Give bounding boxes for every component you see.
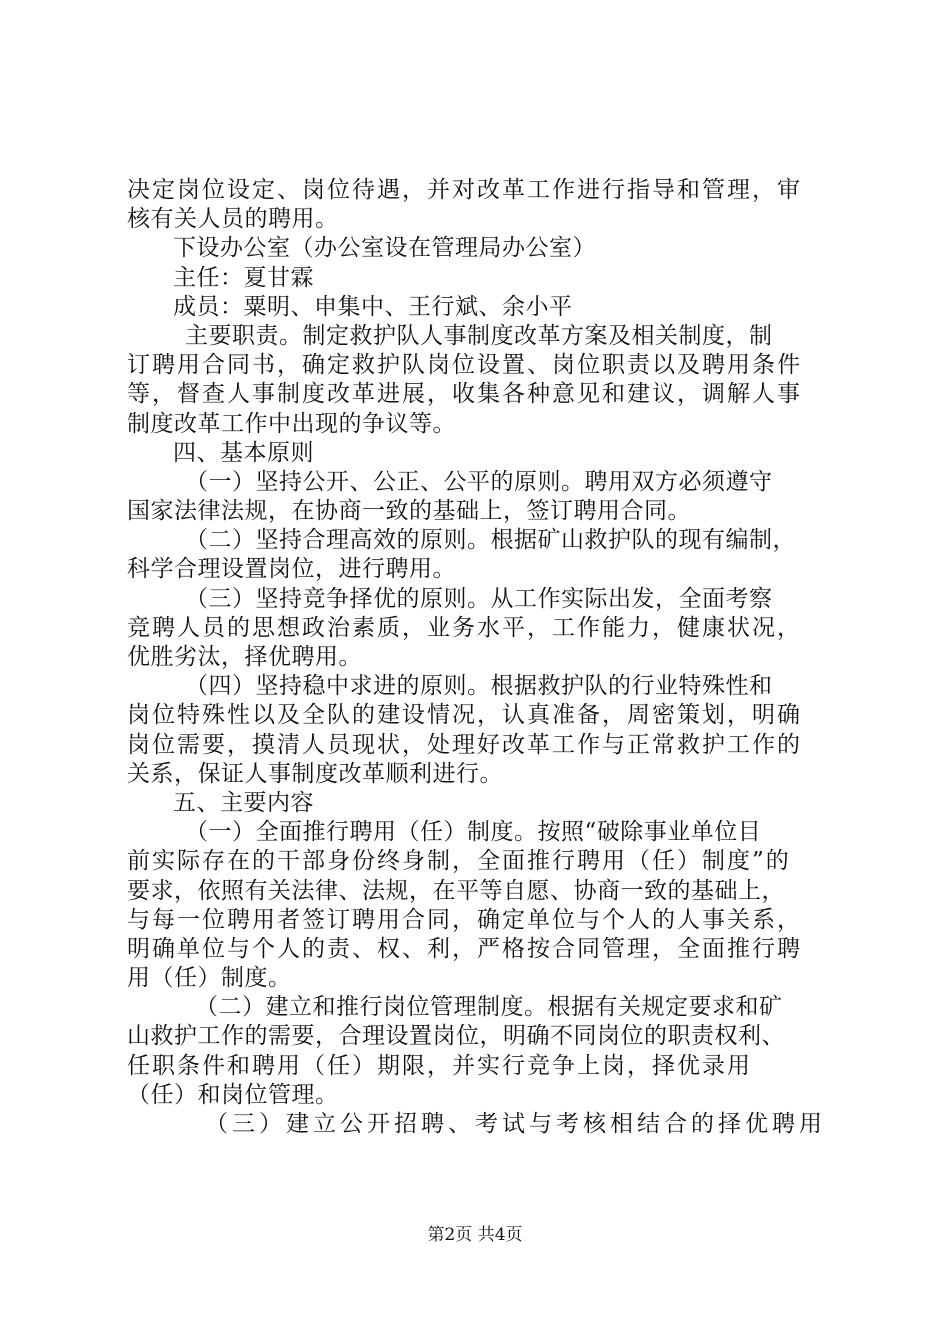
section-heading: 四、基本原则: [173, 439, 314, 466]
text-line: （三）坚持竞争择优的原则。从工作实际出发，全面考察: [185, 585, 773, 612]
page-number-footer: 第2页 共4页: [427, 1225, 523, 1245]
text-line: （任）和岗位管理。: [127, 1081, 339, 1108]
text-line: 任职条件和聘用（任）期限，并实行竞争上岗，择优录用: [127, 1052, 752, 1079]
text-line: 竞聘人员的思想政治素质，业务水平，工作能力，健康状况，: [127, 614, 802, 641]
text-line: 优胜劣汰，择优聘用。: [127, 644, 362, 670]
text-line: 核有关人员的聘用。: [127, 206, 339, 233]
text-line: 制度改革工作中出现的争议等。: [127, 410, 456, 437]
text-line: （一）全面推行聘用（任）制度。按照“破除事业单位目: [185, 819, 762, 846]
text-line: 岗位需要，摸清人员现状，处理好改革工作与正常救护工作的: [127, 731, 802, 758]
text-line: （二）坚持合理高效的原则。根据矿山救护队的现有编制，: [185, 527, 796, 554]
text-line: 关系，保证人事制度改革顺利进行。: [127, 760, 503, 787]
text-line: 科学合理设置岗位，进行聘用。: [127, 556, 456, 583]
text-line: 决定岗位设定、岗位待遇，并对改革工作进行指导和管理，审: [127, 177, 802, 203]
text-line: 与每一位聘用者签订聘用合同，确定单位与个人的人事关系，: [127, 906, 802, 933]
text-line: 前实际存在的干部身份终身制，全面推行聘用（任）制度”的: [127, 848, 791, 875]
section-heading: 五、主要内容: [173, 789, 314, 816]
text-line: （二）建立和推行岗位管理制度。根据有关规定要求和矿: [195, 994, 783, 1021]
text-line: 主任：夏甘霖: [173, 264, 314, 291]
text-line: 国家法律法规，在协商一致的基础上，签订聘用合同。: [127, 498, 691, 525]
text-line: 用（任）制度。: [127, 965, 292, 992]
text-line: 主要职责。制定救护队人事制度改革方案及相关制度，制: [185, 322, 773, 349]
text-line: （三）建立公开招聘、考试与考核相结合的择优聘用: [205, 1111, 826, 1137]
text-line: （一）坚持公开、公正、公平的原则。聘用双方必须遵守: [185, 468, 773, 495]
text-line: 订聘用合同书，确定救护队岗位设置、岗位职责以及聘用条件: [127, 352, 802, 379]
text-line: 等，督查人事制度改革进展，收集各种意见和建议，调解人事: [127, 381, 802, 408]
text-line: 要求，依照有关法律、法规，在平等自愿、协商一致的基础上，: [127, 877, 785, 904]
text-line: 下设办公室（办公室设在管理局办公室）: [173, 235, 596, 262]
text-line: （四）坚持稳中求进的原则。根据救护队的行业特殊性和: [185, 673, 773, 700]
text-line: 岗位特殊性以及全队的建设情况，认真准备，周密策划，明确: [127, 702, 802, 729]
text-line: 山救护工作的需要，合理设置岗位，明确不同岗位的职责权利、: [127, 1023, 785, 1050]
text-line: 成员：粟明、申集中、王行斌、余小平: [173, 293, 573, 320]
document-body: [127, 176, 839, 1139]
text-line: 明确单位与个人的责、权、利，严格按合同管理，全面推行聘: [127, 935, 802, 962]
